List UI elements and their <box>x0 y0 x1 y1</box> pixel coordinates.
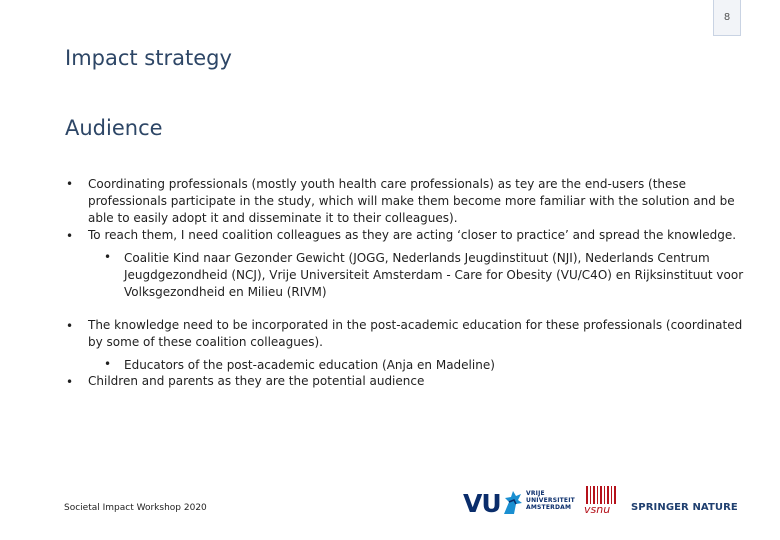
footer-text: Societal Impact Workshop 2020 <box>64 503 207 513</box>
vsnu-wordmark: vsnu <box>584 503 611 516</box>
bullet-marker: • <box>104 250 112 264</box>
bullet-text-line: Coordinating professionals (mostly youth health care professionals) as tey are the end-users (these <box>88 177 687 191</box>
bullet-text-line: Jeugdgezondheid (NCJ), Vrije Universiteit Amsterdam - Care for Obesity (VU/C4O) en Rijksinstituut voor <box>124 268 744 282</box>
bullet-text-line: Volksgezondheid en Milieu (RIVM) <box>124 285 327 299</box>
bullet-text-line: by some of these coalition colleagues). <box>88 335 323 349</box>
vu-griffin-icon <box>501 488 523 516</box>
bullet-marker: • <box>66 319 74 333</box>
bullet-text-line: The knowledge need to be incorporated in the post-academic education for these professionals (coordinated <box>88 318 743 332</box>
bullet-text-line: able to easily adopt it and disseminate it to their colleagues). <box>88 211 458 225</box>
vu-logo-letters: VU <box>463 489 501 518</box>
bullet-marker: • <box>66 375 74 389</box>
vsnu-barcode-icon <box>586 486 616 504</box>
bullet-text-line: Coalitie Kind naar Gezonder Gewicht (JOGG, Nederlands Jeugdinstituut (NJI), Nederlands Centrum <box>124 251 710 265</box>
vsnu-logo <box>584 486 620 518</box>
vu-wordmark-line: VRIJE <box>526 490 545 497</box>
page-number-tab <box>713 0 741 36</box>
bullet-marker: • <box>104 357 112 371</box>
bullet-marker: • <box>66 229 74 243</box>
springer-nature-logo: SPRINGER NATURE <box>631 502 738 513</box>
bullet-text-line: professionals participate in the study, which will make them become more familiar with the solution and be <box>88 194 735 208</box>
vu-amsterdam-logo <box>463 487 575 521</box>
bullet-marker: • <box>66 177 74 191</box>
section-heading: Audience <box>65 116 163 140</box>
slide-title: Impact strategy <box>65 46 232 70</box>
bullet-text-line: Children and parents as they are the potential audience <box>88 374 425 388</box>
vu-wordmark-line: AMSTERDAM <box>526 504 572 511</box>
bullet-text-line: To reach them, I need coalition colleagues as they are acting ‘closer to practice’ and spread the knowledge. <box>88 228 737 242</box>
bullet-text-line: Educators of the post-academic education (Anja en Madeline) <box>124 358 495 372</box>
page-number: 8 <box>723 12 731 23</box>
vu-logo-wordmark <box>526 490 575 511</box>
vu-wordmark-line: UNIVERSITEIT <box>526 497 575 504</box>
